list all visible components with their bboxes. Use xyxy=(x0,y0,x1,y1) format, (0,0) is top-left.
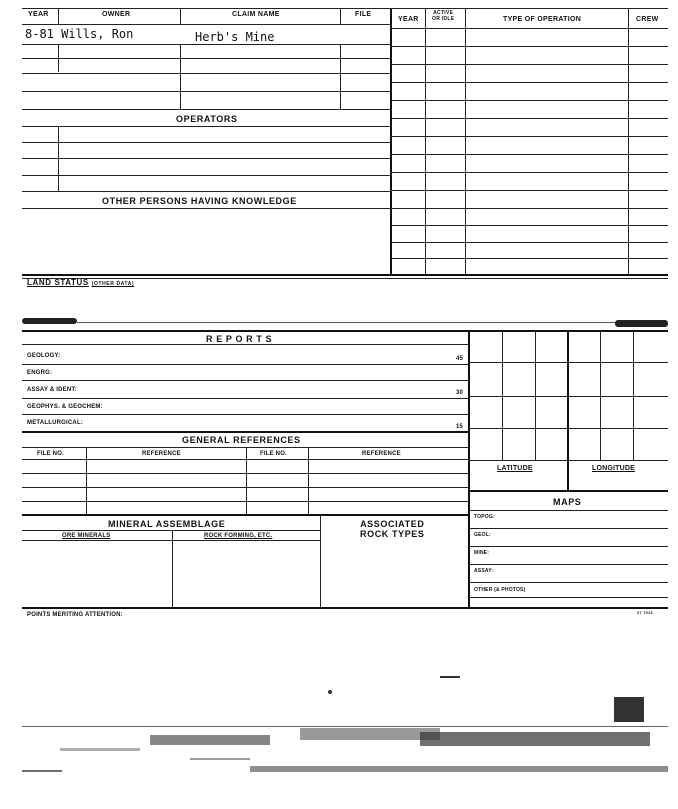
scan-smear-right xyxy=(615,320,668,327)
header-crew: CREW xyxy=(636,16,659,23)
header-year: YEAR xyxy=(28,11,49,18)
header-type-of-operation: TYPE OF OPERATION xyxy=(503,16,582,23)
maps-assay: ASSAY: xyxy=(474,568,494,574)
operators-heading: OPERATORS xyxy=(176,114,238,124)
ref-header-reference-1: REFERENCE xyxy=(142,451,181,457)
header-active-idle: ACTIVE OR IDLE xyxy=(432,10,455,22)
land-status-label: LAND STATUS xyxy=(27,278,89,287)
maps-other: OTHER (& PHOTOS) xyxy=(474,587,526,593)
mineral-assemblage-heading: MINERAL ASSEMBLAGE xyxy=(108,519,226,529)
latitude-label: LATITUDE xyxy=(497,465,533,472)
header-op-year: YEAR xyxy=(398,16,419,23)
land-status-heading xyxy=(27,278,134,287)
reports-heading: R E P O R T S xyxy=(206,334,273,344)
reports-assay: ASSAY & IDENT: xyxy=(27,387,77,393)
claim-name-entry: Herb's Mine xyxy=(195,30,275,44)
reports-geology: GEOLOGY: xyxy=(27,353,61,359)
reports-assay-num: 30 xyxy=(456,390,464,396)
other-persons-heading: OTHER PERSONS HAVING KNOWLEDGE xyxy=(102,196,297,206)
rock-forming-heading: ROCK FORMING, ETC. xyxy=(204,533,273,539)
longitude-label: LONGITUDE xyxy=(592,465,636,472)
ref-header-file-no-1: FILE NO. xyxy=(37,451,64,457)
header-claim-name: CLAIM NAME xyxy=(232,11,280,18)
scan-smear xyxy=(22,318,77,324)
header-file: FILE xyxy=(355,11,372,18)
maps-heading: MAPS xyxy=(553,497,582,507)
land-status-sublabel: (OTHER DATA) xyxy=(91,281,135,287)
points-meriting-attention: POINTS MERITING ATTENTION: xyxy=(27,612,123,618)
reports-engrg: ENGRG: xyxy=(27,370,53,376)
form-number: 67 7013 xyxy=(637,610,653,615)
associated-rock-types-heading: ASSOCIATED ROCK TYPES xyxy=(360,519,425,539)
ore-minerals-heading: ORE MINERALS xyxy=(62,533,111,539)
ref-header-file-no-2: FILE NO. xyxy=(260,451,287,457)
general-references-heading: GENERAL REFERENCES xyxy=(182,435,301,445)
maps-mine: MINE: xyxy=(474,550,490,556)
maps-topog: TOPOG: xyxy=(474,514,495,520)
reports-geophys: GEOPHYS. & GEOCHEM: xyxy=(27,404,103,410)
header-owner: OWNER xyxy=(102,11,131,18)
reports-metallurgical: METALLURGICAL: xyxy=(27,420,84,426)
reports-geology-num: 45 xyxy=(456,356,464,362)
maps-geol: GEOL: xyxy=(474,532,491,538)
ref-header-reference-2: REFERENCE xyxy=(362,451,401,457)
owner-entry: 8-81 Wills, Ron xyxy=(25,27,134,41)
reports-metallurgical-num: 15 xyxy=(456,424,464,430)
